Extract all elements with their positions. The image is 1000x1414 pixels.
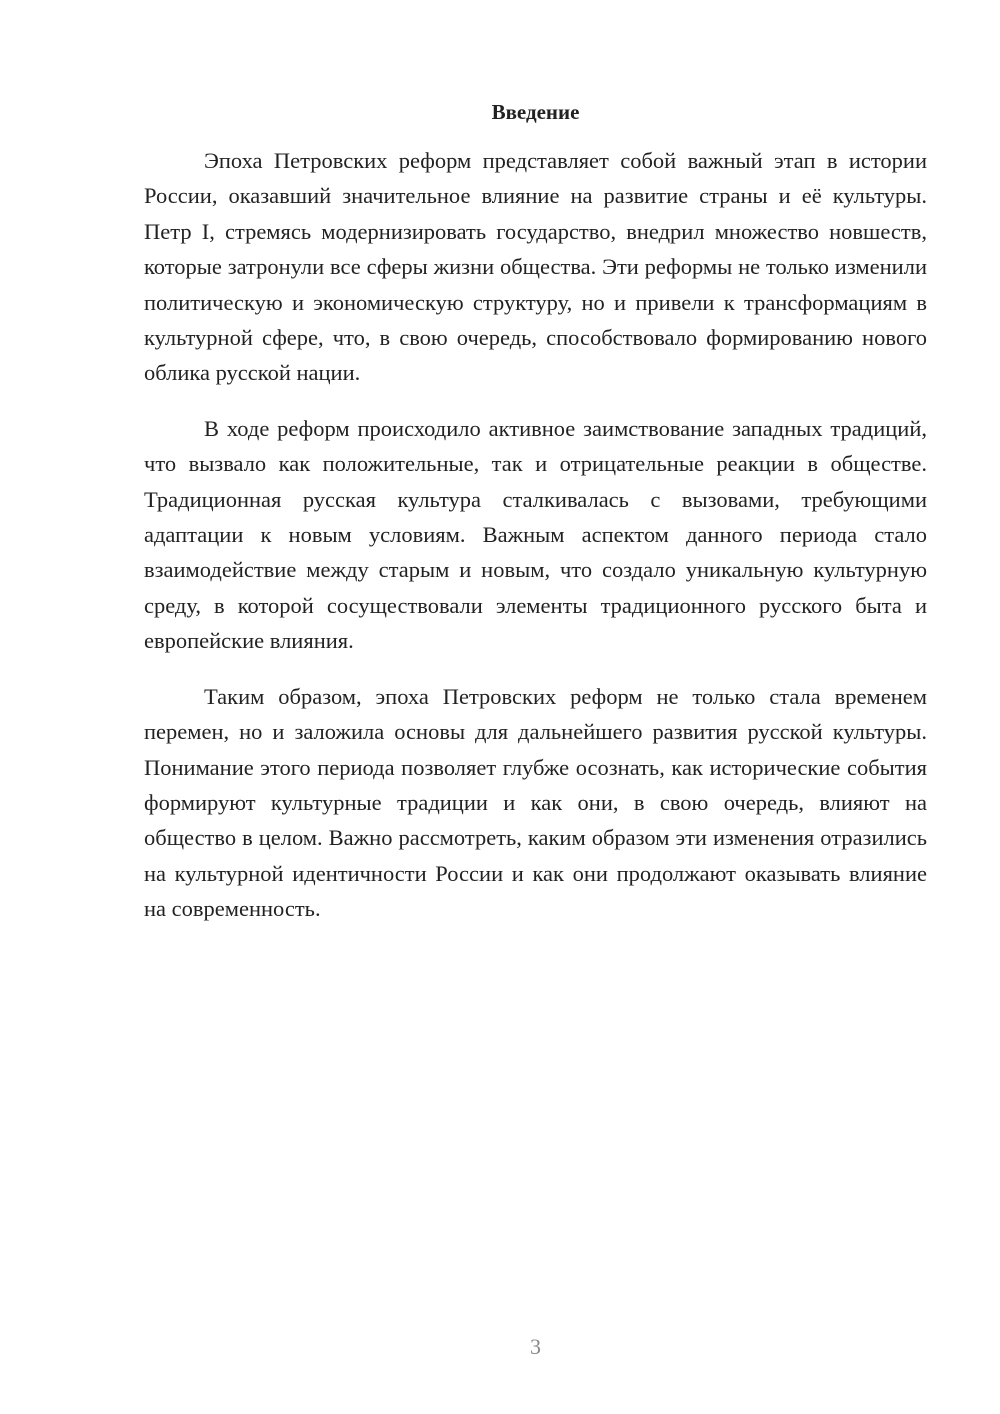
paragraph: Эпоха Петровских реформ представляет собой важный этап в истории России, оказавший значительное влияние на развитие страны и её культуры. Петр I, стремясь модернизировать государство, внедрил множество новшеств, которые затронули все сферы жизни общества. Эти реформы не только изменили политическую и экономическую структуру, но и привели к трансформациям в культурной сфере, что, в свою очередь, способствовало формированию нового облика русской нации.: [144, 148, 927, 386]
paragraph: В ходе реформ происходило активное заимствование западных традиций, что вызвало как положительные, так и отрицательные реакции в обществе. Традиционная русская культура сталкивалась с вызовами, требующими адаптации к новым условиям. Важным аспектом данного периода стало взаимодействие между старым и новым, что создало уникальную культурную среду, в которой сосуществовали элементы традиционного русского быта и европейские влияния.: [144, 415, 927, 654]
page-number: 3: [530, 1334, 541, 1359]
paragraph: Таким образом, эпоха Петровских реформ не только стала временем перемен, но и заложила основы для дальнейшего развития русской культуры. Понимание этого периода позволяет глубже осознать, как исторические события формируют культурные традиции и как они, в свою очередь, влияют на общество в целом. Важно рассмотреть, каким образом эти изменения отразились на культурной идентичности России и как они продолжают оказывать влияние на современность.: [144, 683, 927, 922]
section-heading: Введение: [491, 100, 580, 124]
body-text: [144, 143, 927, 947]
